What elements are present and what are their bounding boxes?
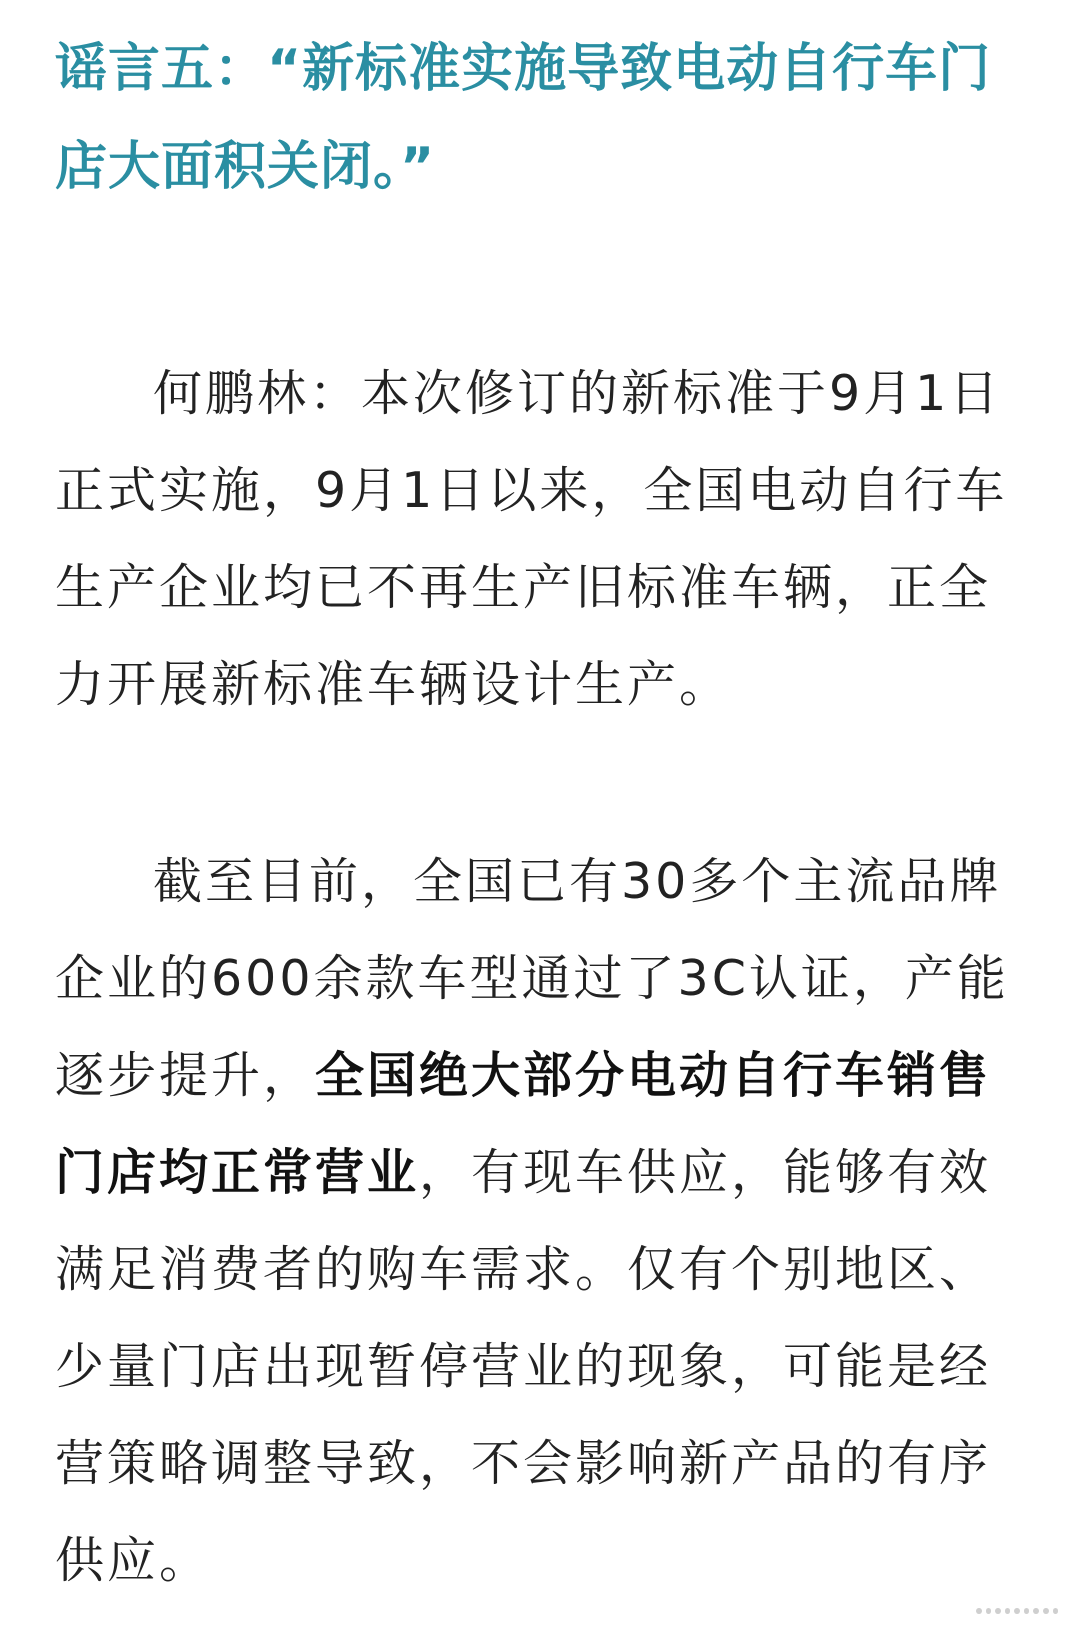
article-heading: 谣言五：“新标准实施导致电动自行车门店大面积关闭。” [55, 39, 992, 197]
paragraph-2-bold-text: 全国绝大部分电动自行车销售门店均正常营业 [55, 1047, 992, 1201]
paragraph-2-text-end: ，有现车供应，能够有效满足消费者的购车需求。仅有个别地区、少量门店出现暂停营业的现象，可能是经营策略调整导致，不会影响新产品的有序供应。 [55, 1144, 992, 1589]
paragraph-2-text-start: 截至目前，全国已有30多个主流品牌企业的600余款车型通过了3C认证，产能逐步提升， [55, 853, 1009, 1104]
more-dots-icon [976, 1602, 1058, 1620]
paragraph-1: 何鹏林：本次修订的新标准于9月1日正式实施，9月1日以来，全国电动自行车生产企业均已不再生产旧标准车辆，正全力开展新标准车辆设计生产。 [55, 365, 1008, 713]
paragraph-2 [55, 833, 1030, 1609]
